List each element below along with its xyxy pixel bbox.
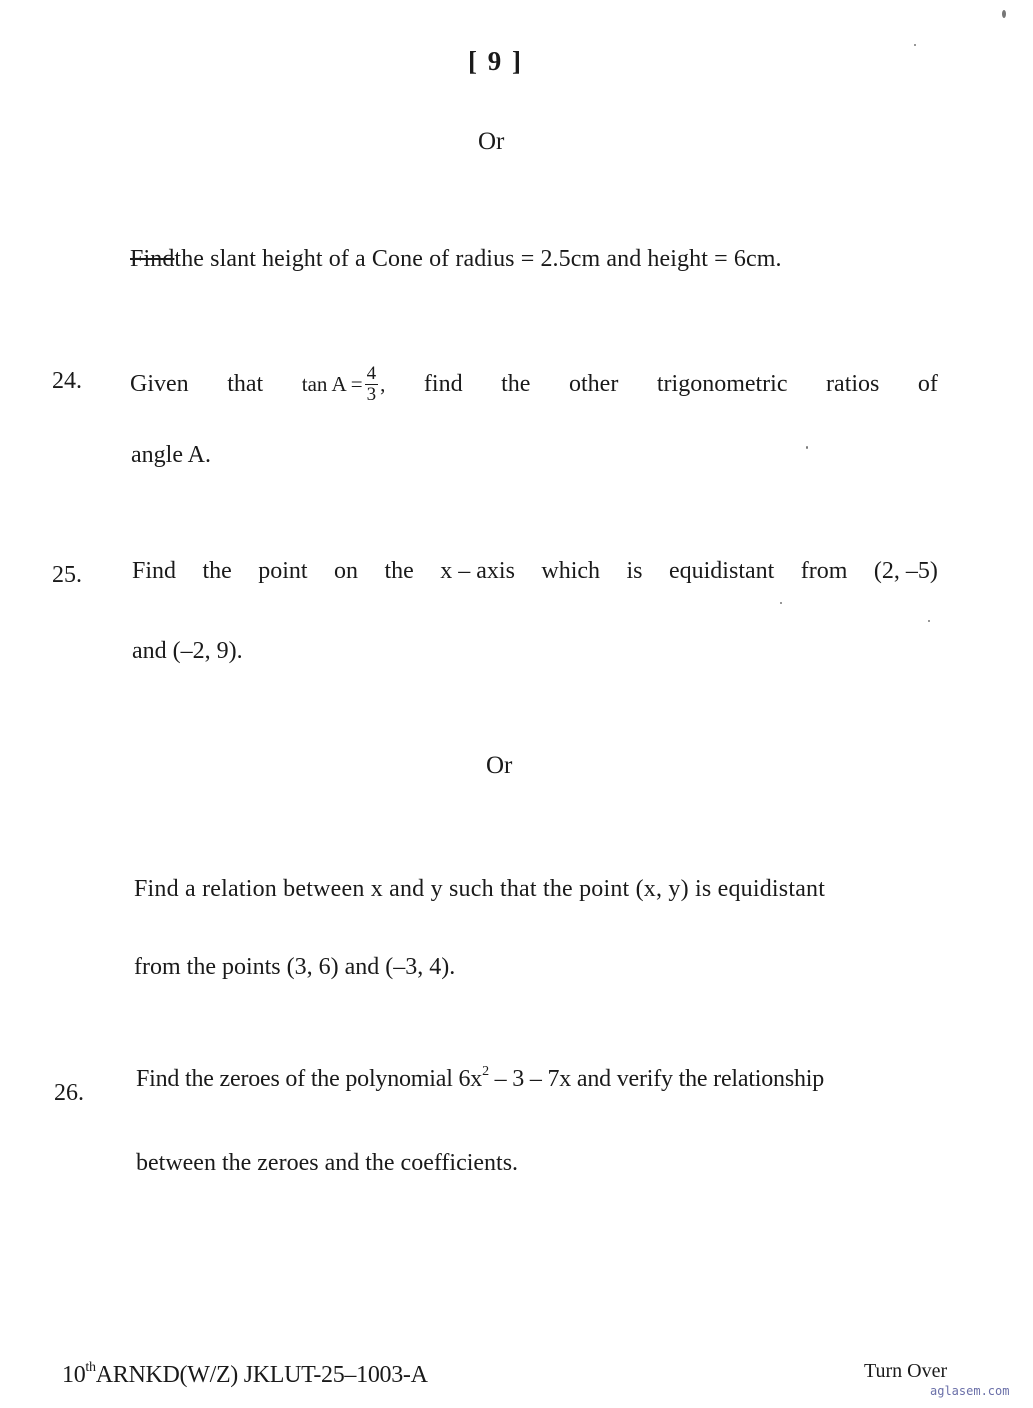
question-number: 26. bbox=[54, 1080, 84, 1106]
question-number: 24. bbox=[52, 368, 82, 394]
alternative-question-23 bbox=[130, 244, 782, 274]
scan-speck bbox=[928, 620, 930, 622]
scan-speck bbox=[780, 602, 782, 604]
word: is bbox=[626, 558, 643, 584]
question-number: 25. bbox=[52, 562, 82, 588]
word: from bbox=[800, 558, 848, 584]
word: x – axis bbox=[440, 558, 515, 584]
math-suffix: , bbox=[380, 372, 386, 396]
word: of bbox=[917, 371, 938, 397]
tan-expression bbox=[302, 364, 386, 405]
question-24-line-1 bbox=[130, 364, 938, 405]
paper-code-class: 10 bbox=[62, 1362, 86, 1388]
word: find bbox=[423, 371, 463, 397]
word: trigonometric bbox=[656, 371, 788, 397]
word: other bbox=[569, 371, 619, 397]
or-separator: Or bbox=[486, 752, 513, 779]
word: that bbox=[227, 371, 264, 397]
question-25-line-1 bbox=[132, 558, 938, 585]
fraction-numerator: 4 bbox=[366, 363, 377, 384]
word: which bbox=[541, 558, 601, 584]
alternative-question-25-line-2: from the points (3, 6) and (–3, 4). bbox=[134, 954, 456, 980]
watermark: aglasem.com bbox=[930, 1384, 1010, 1398]
scan-speck bbox=[1002, 10, 1006, 18]
exponent: 2 bbox=[482, 1064, 489, 1079]
scan-speck bbox=[806, 446, 808, 449]
alternative-question-25-line-1: Find a relation between x and y such that the point (x, y) is equidistant bbox=[134, 876, 826, 902]
question-26-line-1 bbox=[136, 1064, 824, 1094]
fraction bbox=[365, 364, 379, 405]
scan-speck bbox=[914, 44, 916, 46]
paper-code-id: ARNKD(W/Z) JKLUT-25–1003-A bbox=[95, 1362, 428, 1388]
word: equidistant bbox=[668, 558, 775, 584]
page-number: [ 9 ] bbox=[468, 46, 523, 76]
math-prefix: tan A = bbox=[301, 372, 363, 396]
question-25-line-2: and (–2, 9). bbox=[132, 638, 243, 664]
question-24-line-2: angle A. bbox=[131, 442, 211, 468]
word: Find bbox=[132, 558, 177, 584]
fraction-denominator: 3 bbox=[366, 384, 377, 405]
turn-over-label: Turn Over bbox=[864, 1360, 948, 1382]
or-separator: Or bbox=[478, 128, 505, 155]
word: the bbox=[501, 371, 531, 397]
word: the bbox=[202, 558, 232, 584]
paper-code bbox=[62, 1362, 428, 1389]
polynomial-text-rest: – 3 – 7x and verify the relationship bbox=[488, 1066, 825, 1092]
word: on bbox=[334, 558, 359, 584]
word: (2, –5) bbox=[873, 558, 938, 584]
paper-code-suffix: th bbox=[85, 1360, 96, 1375]
struck-word: Find bbox=[130, 246, 175, 272]
word: ratios bbox=[826, 371, 880, 397]
question-text: the slant height of a Cone of radius = 2.5cm and height = 6cm. bbox=[174, 246, 782, 272]
question-26-line-2: between the zeroes and the coefficients. bbox=[136, 1150, 519, 1176]
word: point bbox=[258, 558, 308, 584]
word: Given bbox=[130, 371, 189, 397]
polynomial-text: Find the zeroes of the polynomial 6x bbox=[136, 1066, 483, 1092]
word: the bbox=[384, 558, 414, 584]
